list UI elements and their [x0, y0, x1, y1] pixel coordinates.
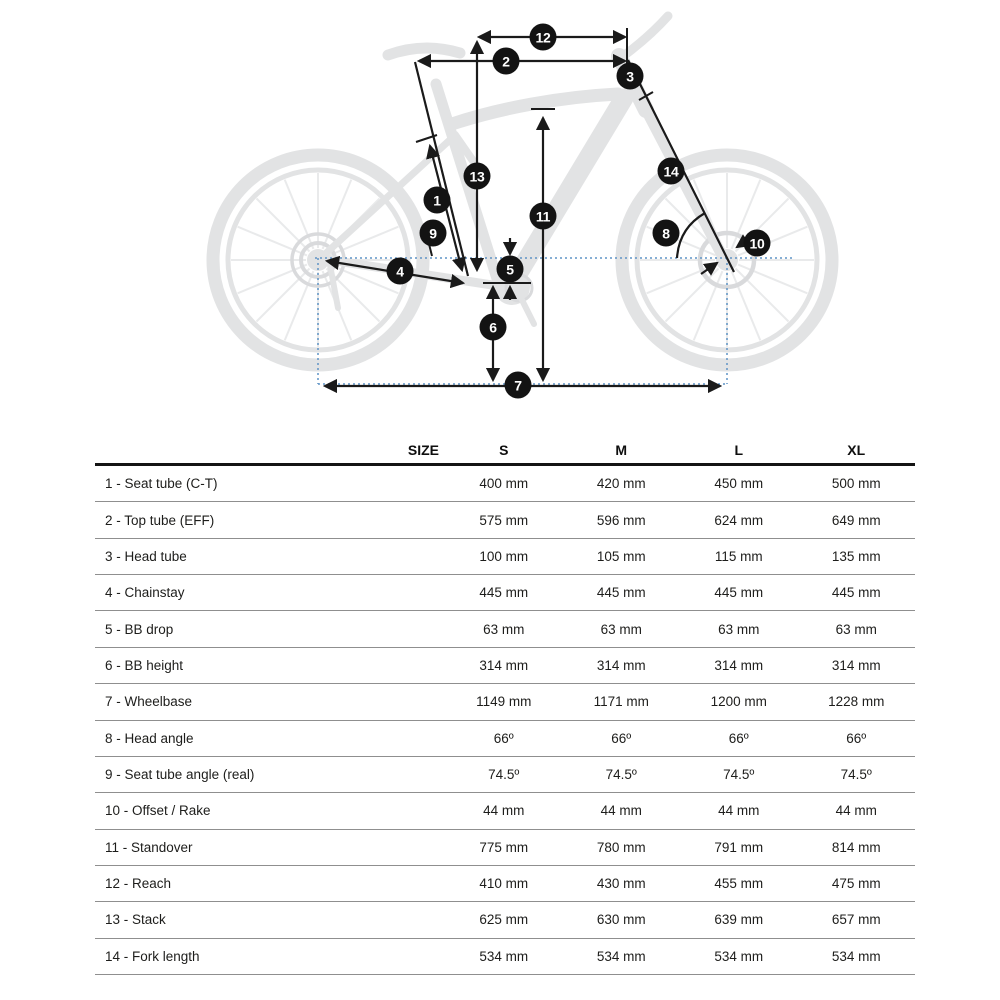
table-row: [95, 866, 915, 902]
svg-text:14: 14: [663, 163, 679, 180]
cell-value: 791 mm: [714, 839, 764, 855]
cell-value: 445 mm: [714, 585, 764, 601]
bike-geometry-diagram: [0, 0, 1000, 425]
cell-value: 135 mm: [831, 548, 881, 564]
cell-value: 445 mm: [479, 585, 529, 601]
svg-text:11: 11: [535, 208, 551, 225]
cell-value: 63 mm: [718, 621, 760, 637]
cell-value: 63 mm: [835, 621, 877, 637]
table-row: [95, 502, 915, 538]
cell-value: 445 mm: [831, 585, 881, 601]
cell-value: 596 mm: [596, 512, 646, 528]
dim-badge-13: [464, 163, 491, 190]
cell-value: 44 mm: [835, 803, 877, 819]
cell-value: 625 mm: [479, 912, 529, 928]
cell-value: 450 mm: [714, 476, 764, 492]
svg-text:12: 12: [535, 29, 551, 46]
wheel-spoke: [285, 271, 314, 340]
cell-value: 66º: [728, 730, 749, 746]
row-label: 9 - Seat tube angle (real): [105, 767, 255, 783]
table-row: [95, 648, 915, 684]
cell-value: 534 mm: [479, 948, 529, 964]
cell-value: 445 mm: [596, 585, 646, 601]
cell-value: 314 mm: [596, 657, 646, 673]
dim-badge-7: [505, 372, 532, 399]
dim-badge-5: [497, 256, 524, 283]
cell-value: 1149 mm: [476, 694, 532, 710]
table-row: [95, 684, 915, 720]
cell-value: 63 mm: [483, 621, 525, 637]
cell-value: 66º: [611, 730, 632, 746]
cell-value: 105 mm: [596, 548, 646, 564]
cell-value: 657 mm: [831, 912, 881, 928]
cell-value: 534 mm: [714, 948, 764, 964]
row-label: 13 - Stack: [105, 912, 166, 928]
cell-value: 44 mm: [600, 803, 642, 819]
cell-value: 780 mm: [596, 839, 646, 855]
svg-text:2: 2: [502, 53, 510, 70]
table-row: [95, 539, 915, 575]
svg-text:9: 9: [429, 225, 437, 242]
table-row: [95, 902, 915, 938]
cell-value: 630 mm: [596, 912, 646, 928]
table-row: [95, 466, 915, 502]
dim-badge-10: [744, 230, 771, 257]
cell-value: 1228 mm: [828, 694, 885, 710]
wheel-spoke: [238, 227, 307, 256]
dim-badge-4: [387, 258, 414, 285]
cell-value: 1171 mm: [593, 694, 649, 710]
table-row: [95, 830, 915, 866]
dim-badge-11: [530, 203, 557, 230]
wheel-spoke: [256, 198, 309, 251]
dim-badge-1: [424, 187, 451, 214]
dimension-badges: [387, 24, 771, 399]
dim-badge-6: [480, 314, 507, 341]
bike-silhouette: [213, 16, 832, 365]
cell-value: 314 mm: [714, 657, 764, 673]
size-header-s: S: [499, 442, 509, 458]
size-header-m: M: [615, 442, 628, 458]
table-row: [95, 575, 915, 611]
row-label: 12 - Reach: [105, 876, 172, 892]
cell-value: 455 mm: [714, 876, 764, 892]
wheel-spoke: [665, 268, 718, 321]
cell-value: 475 mm: [831, 876, 881, 892]
svg-text:4: 4: [396, 263, 404, 280]
cell-value: 775 mm: [479, 839, 529, 855]
svg-text:7: 7: [514, 377, 522, 394]
row-label: 11 - Standover: [105, 839, 193, 855]
dim-badge-3: [617, 63, 644, 90]
cell-value: 74.5º: [723, 767, 755, 783]
table-row: [95, 611, 915, 647]
dim-badge-2: [493, 48, 520, 75]
cell-value: 624 mm: [714, 512, 764, 528]
dim-badge-12: [530, 24, 557, 51]
cell-value: 314 mm: [831, 657, 881, 673]
row-label: 2 - Top tube (EFF): [105, 512, 215, 528]
svg-text:1: 1: [433, 192, 441, 209]
svg-text:6: 6: [489, 319, 497, 336]
cell-value: 74.5º: [605, 767, 637, 783]
cell-value: 649 mm: [831, 512, 881, 528]
cell-value: 1200 mm: [710, 694, 767, 710]
cell-value: 430 mm: [596, 876, 646, 892]
row-label: 7 - Wheelbase: [105, 694, 193, 710]
cell-value: 66º: [846, 730, 867, 746]
svg-text:3: 3: [626, 68, 634, 85]
svg-text:10: 10: [749, 235, 765, 252]
cell-value: 44 mm: [718, 803, 760, 819]
wheel-spoke: [238, 265, 307, 294]
table-body: [95, 466, 915, 975]
table-row: [95, 757, 915, 793]
cell-value: 63 mm: [600, 621, 642, 637]
wheel-spoke: [285, 180, 314, 249]
svg-text:13: 13: [469, 168, 485, 185]
cell-value: 400 mm: [479, 476, 529, 492]
row-label: 5 - BB drop: [105, 621, 174, 637]
cell-value: 410 mm: [479, 876, 529, 892]
cell-value: 575 mm: [479, 512, 529, 528]
cell-value: 66º: [493, 730, 514, 746]
cell-value: 74.5º: [840, 767, 872, 783]
row-label: 10 - Offset / Rake: [105, 803, 211, 819]
svg-text:5: 5: [506, 261, 514, 278]
table-header-row: [95, 437, 915, 466]
row-label: 1 - Seat tube (C-T): [105, 476, 218, 492]
row-label: 8 - Head angle: [105, 730, 194, 746]
cell-value: 534 mm: [831, 948, 881, 964]
wheel-spoke: [256, 268, 309, 321]
table-row: [95, 721, 915, 757]
cell-value: 639 mm: [714, 912, 764, 928]
cell-value: 814 mm: [831, 839, 881, 855]
size-header-l: L: [734, 442, 744, 458]
wheel-spoke: [735, 268, 788, 321]
row-label: 14 - Fork length: [105, 948, 200, 964]
dim-badge-9: [420, 220, 447, 247]
dim-badge-14: [658, 158, 685, 185]
cell-value: 100 mm: [479, 548, 529, 564]
dim-badge-8: [653, 220, 680, 247]
cell-value: 314 mm: [479, 657, 529, 673]
row-label: 6 - BB height: [105, 657, 184, 673]
svg-text:8: 8: [662, 225, 670, 242]
size-column-header: SIZE: [407, 442, 439, 458]
cell-value: 74.5º: [488, 767, 520, 783]
cell-value: 115 mm: [714, 548, 763, 564]
size-header-xl: XL: [847, 442, 866, 458]
geometry-table: [95, 437, 915, 975]
table-row: [95, 939, 915, 975]
cell-value: 534 mm: [596, 948, 646, 964]
row-label: 3 - Head tube: [105, 548, 187, 564]
table-row: [95, 793, 915, 829]
row-label: 4 - Chainstay: [105, 585, 185, 601]
cell-value: 500 mm: [831, 476, 881, 492]
cell-value: 420 mm: [596, 476, 646, 492]
cell-value: 44 mm: [483, 803, 525, 819]
